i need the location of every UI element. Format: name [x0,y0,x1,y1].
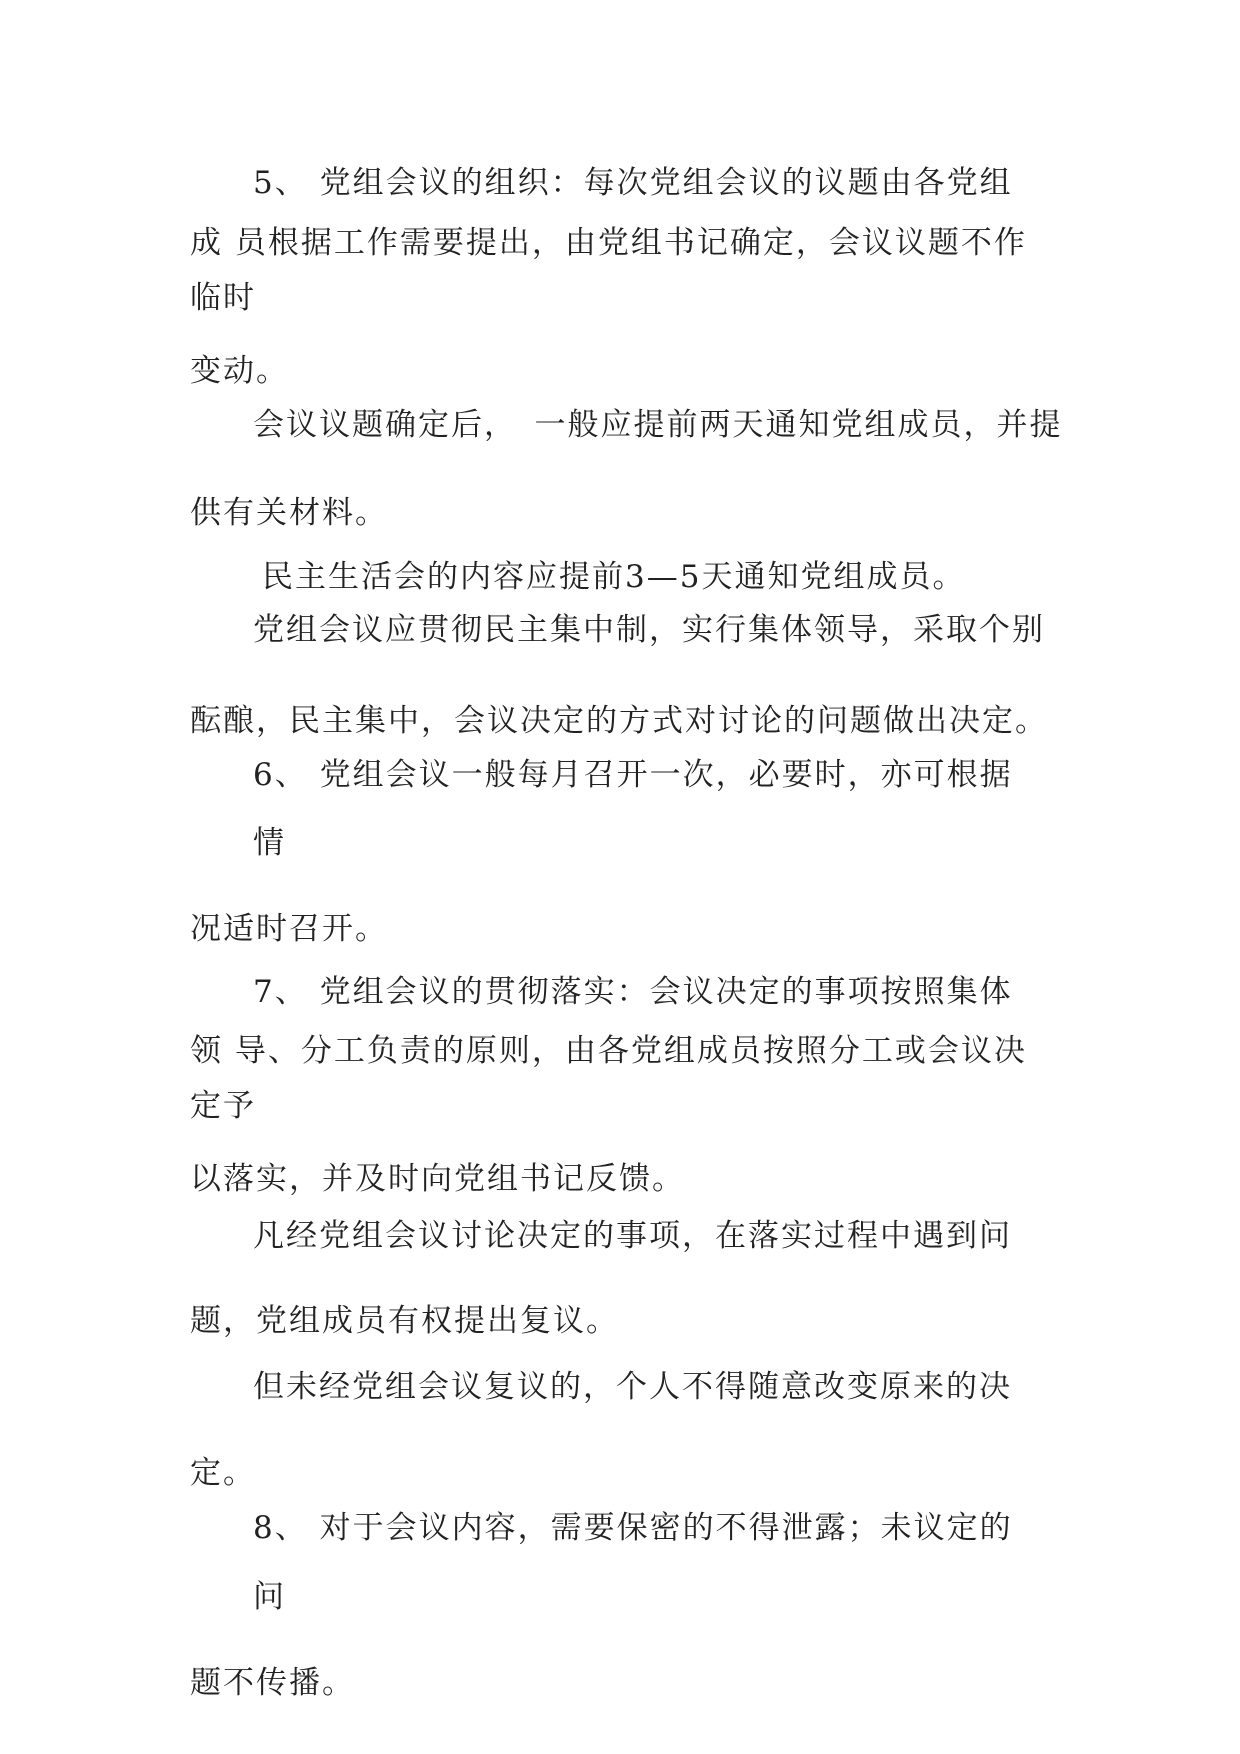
text-line: 民主生活会的内容应提前3—5天通知党组成员。 [262,559,966,595]
text-line: 况适时召开。 [190,911,388,947]
text-line: 变动。 [190,353,289,389]
text-line: 临时 [190,280,256,316]
text-line: 6、 党组会议一般每月召开一次，必要时，亦可根据 [253,757,1013,793]
text-line: 党组会议应贯彻民主集中制，实行集体领导，采取个别 [253,612,1045,648]
text-line: 7、 党组会议的贯彻落实：会议决定的事项按照集体 [253,974,1013,1010]
text-line: 供有关材料。 [190,495,388,531]
text-line: 8、 对于会议内容，需要保密的不得泄露；未议定的 [253,1510,1013,1546]
text-line: 问 [253,1579,286,1615]
text-line: 领 导、分工负责的原则，由各党组成员按照分工或会议决 [190,1033,1027,1069]
text-line: 但未经党组会议复议的，个人不得随意改变原来的决 [253,1369,1012,1405]
text-line: 凡经党组会议讨论决定的事项，在落实过程中遇到问 [253,1218,1012,1254]
text-line: 成 员根据工作需要提出，由党组书记确定，会议议题不作 [190,225,1027,261]
text-line: 情 [253,825,286,861]
text-line: 定。 [190,1455,256,1491]
text-line: 会议议题确定后， 一般应提前两天通知党组成员，并提 [253,407,1063,443]
text-line: 5、 党组会议的组织：每次党组会议的议题由各党组 [253,165,1013,201]
text-line: 题不传播。 [190,1665,355,1701]
text-line: 定予 [190,1088,256,1124]
text-line: 题，党组成员有权提出复议。 [190,1303,619,1339]
text-line: 酝酿，民主集中，会议决定的方式对讨论的问题做出决定。 [190,703,1048,739]
text-line: 以落实，并及时向党组书记反馈。 [190,1161,685,1197]
